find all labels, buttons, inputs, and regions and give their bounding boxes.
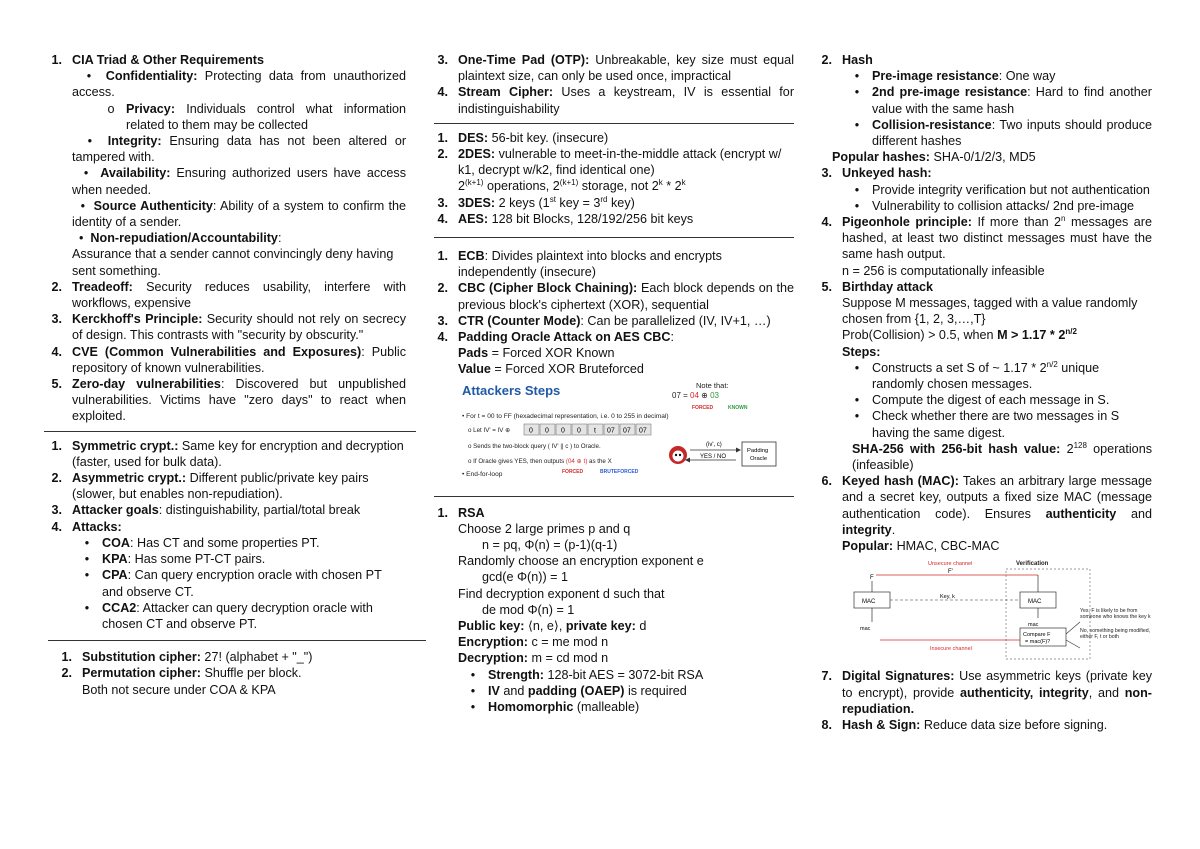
svg-text:mac: mac (860, 626, 871, 633)
section-permutation: 2. Permutation cipher: Shuffle per block. (61, 666, 302, 681)
svg-text:07: 07 (623, 427, 631, 435)
svg-text:Oracle: Oracle (750, 455, 768, 462)
section-2des: 2. 2DES: vulnerable to meet-in-the-middle attack (encrypt w/ k1, decrypt w/k2, find identical one) $2^{(k+1)}$ operations, $2^{(k+1)}$ storage, not 2$^k$ * 2$^k$ (437, 147, 782, 194)
svg-text:07: 07 (639, 427, 647, 435)
section-otp: 3. One-Time Pad (OTP): Unbreakable, key size must equal plaintext size, can only be used once, impractical (437, 53, 794, 84)
svg-text:0: 0 (545, 427, 549, 435)
svg-text:mac: mac (1028, 622, 1039, 629)
attack-cpa: • CPA: Can query encryption oracle with chosen PT and observe CT. (84, 568, 382, 599)
svg-text:t: t (594, 427, 596, 435)
cia-nonrepudiation-text: Assurance that a sender cannot convincingly deny having sent something. (72, 247, 394, 278)
section-ecb: 1. ECB: Divides plaintext into blocks and encrypts independently (insecure) (437, 249, 722, 280)
attackers-steps-figure (460, 380, 780, 492)
svg-text:MAC: MAC (1028, 599, 1042, 606)
cia-confidentiality: • Confidentiality: Protecting data from unauthorized access. (72, 69, 407, 100)
column-3 (818, 52, 1152, 733)
attack-cca2: • CCA2: Attacker can query decryption oracle with chosen CT and observe PT. (84, 600, 373, 631)
section-attacks: 4. Attacks: • COA: Has CT and some properties PT. • KPA: Has some PT-CT pairs. • CPA: Can query encryption oracle with chosen PT and observe CT. • CCA2: Attacker can query decryption oracle with chosen CT and observe PT. (48, 519, 406, 632)
column-1 (48, 52, 406, 698)
attacker-devil-icon (669, 446, 687, 464)
svg-text:Insecure channel: Insecure channel (930, 646, 972, 653)
cia-privacy: o Privacy: Individuals control what information related to them may be collected (107, 101, 406, 132)
svg-text:= mac(F)?: = mac(F)? (1025, 639, 1051, 646)
cia-source-authenticity: • Source Authenticity: Ability of a system to confirm the identity of a sender. (72, 198, 407, 230)
sha256-note: SHA-256 with 256-bit hash value: $2^{128}$ operations (infeasible) (852, 440, 1152, 473)
fig-note: Note that: (696, 380, 729, 390)
svg-text:F': F' (948, 569, 953, 576)
svg-text:o If Oracle gives YES, then ou: o If Oracle gives YES, then outputs (04 ⊕ t) as the X (468, 457, 612, 465)
no-note: No, something being modified, either F, t or both (1080, 628, 1151, 641)
attack-coa: • COA: Has CT and some properties PT. (84, 535, 320, 550)
section-kerckhoff: 3. Kerckhoff's Principle: Security should not rely on secrecy of design. This contrasts with "security by obscurity." (51, 312, 407, 343)
svg-text:0: 0 (577, 427, 581, 435)
svg-text:o Let IV' = IV ⊕: o Let IV' = IV ⊕ (468, 426, 511, 434)
section-attacker-goals: 3. Attacker goals: distinguishability, partial/total break (51, 503, 361, 518)
svg-text:07: 07 (607, 427, 615, 435)
section-3des: 3. 3DES: 2 keys (1st key = 3rd key) (437, 194, 635, 210)
section-mac: 6. Keyed hash (MAC): Takes an arbitrary large message and a secret key, outputs a fixed size MAC (message authentication code). Ensures authenticity and integrity. Popular: HMAC, CBC-MAC (821, 474, 1152, 554)
cia-integrity: • Integrity: Ensuring data has not been altered or tampered with. (72, 134, 407, 165)
section-hash: 2. Hash • Pre-image resistance: One way • 2nd pre-image resistance: Hard to find another value with the same hash • Collision-resistance: Two inputs should produce different hashes (821, 53, 1152, 149)
section-tradeoff: 2. Treadeoff: Security reduces usability, interfere with workflows, expensive (51, 279, 406, 311)
section-des: 1. DES: 56-bit key. (insecure) (437, 130, 609, 145)
svg-text:MAC: MAC (862, 599, 876, 606)
svg-text:KNOWN: KNOWN (728, 404, 748, 411)
section-cbc: 2. CBC (Cipher Block Chaining): Each block depends on the previous block's ciphertext (XOR), sequential (437, 281, 794, 312)
divider (48, 640, 426, 641)
section-stream: 4. Stream Cipher: Uses a keystream, IV is essential for indistinguishability (437, 85, 795, 116)
cia-title: CIA Triad & Other Requirements (72, 53, 264, 67)
section-asymmetric: 2. Asymmetric crypt.: Different public/private key pairs (slower, but enables non-repudiation). (51, 471, 369, 502)
svg-text:Unsecure channel: Unsecure channel (928, 561, 973, 568)
divider (434, 496, 794, 497)
section-aes: 4. AES: 128 bit Blocks, 128/192/256 bit keys (437, 211, 694, 226)
section-birthday: 5. Birthday attack Suppose M messages, tagged with a value randomly chosen from {1, 2, 3,…,T} Prob(Collision) > 0.5, when $M > 1.17 * 2^{n/2}$ Steps: • Constructs a set S of ~ $1.17 * 2^{n/2}$ unique randomly chosen messages. • Compute the digest of each message in S. • Check whether there are two messages in S having the same digest. (821, 279, 1138, 440)
section-digital-signatures: 7. Digital Signatures: Use asymmetric keys (private key to encrypt), provide authenticity, integrity, and non-repudiation. (821, 669, 1153, 716)
section-zero-day: 5. Zero-day vulnerabilities: Discovered but unpublished vulnerabilities. Victims have "zero days" to react when exploited. (51, 377, 407, 424)
svg-text:• End-for-loop: • End-for-loop (462, 470, 503, 478)
divider (434, 123, 794, 124)
section-substitution: 1. Substitution cipher: 27! (alphabet + "_") (61, 650, 313, 665)
svg-text:BRUTEFORCED: BRUTEFORCED (600, 468, 639, 475)
section-number: 1. (51, 53, 62, 67)
fig-line1: • For t = 00 to FF (hexadecimal representation, i.e. 0 to 255 in decimal) (462, 412, 669, 420)
section-pigeonhole: 4. Pigeonhole principle: If more than 2$^n$ messages are hashed, at least two distinct messages must have the same hash output. n = 256 is computationally infeasible (821, 213, 1153, 278)
svg-text:o Sends the two-block query (: o Sends the two-block query ( IV' || c ) to Oracle. (468, 442, 601, 450)
cipher-note: Both not secure under COA & KPA (82, 682, 276, 697)
svg-text:F: F (870, 575, 874, 582)
fig-title: Attackers Steps (462, 382, 561, 398)
padding-oracle-box (742, 442, 776, 466)
divider (44, 431, 416, 432)
svg-text:Verification: Verification (1016, 561, 1049, 568)
svg-text:Padding: Padding (747, 447, 769, 454)
section-unkeyed: 3. Unkeyed hash: • Provide integrity verification but not authentication • Vulnerability to collision attacks/ 2nd pre-image (821, 166, 1150, 213)
attacks-title: Attacks: (72, 519, 122, 534)
cia-availability: • Availability: Ensuring authorized users have access when needed. (72, 166, 407, 197)
section-cve: 4. CVE (Common Vulnerabilities and Exposures): Public repository of known vulnerabilities. (51, 344, 406, 375)
svg-text:0: 0 (529, 427, 533, 435)
iv-cells (524, 424, 651, 435)
svg-text:Compare F: Compare F (1023, 632, 1051, 639)
section-hash-and-sign: 8. Hash & Sign: Reduce data size before signing. (821, 717, 1108, 732)
section-padding-oracle: 4. Padding Oracle Attack on AES CBC: Pads = Forced XOR Known Value = Forced XOR Bruteforced (437, 330, 675, 377)
mac-verification-diagram (818, 556, 1152, 664)
yes-note: Yes, F is likely to be from someone who knows the key k (1080, 608, 1151, 621)
svg-text:(iv', c): (iv', c) (706, 441, 722, 448)
attack-kpa: • KPA: Has some PT-CT pairs. (84, 552, 266, 567)
section-cia (48, 52, 406, 279)
svg-text:Key, k: Key, k (940, 594, 955, 601)
section-symmetric: 1. Symmetric crypt.: Same key for encryption and decryption (faster, used for bulk data). (51, 438, 404, 469)
cia-nonrepudiation: • Non-repudiation/Accountability: (79, 231, 282, 246)
column-2 (434, 52, 794, 715)
section-ctr: 3. CTR (Counter Mode): Can be parallelized (IV, IV+1, …) (437, 313, 771, 328)
svg-text:07 = 04 ⊕ 03: 07 = 04 ⊕ 03 (672, 390, 719, 400)
divider (434, 237, 794, 238)
svg-text:FORCED: FORCED (562, 468, 584, 475)
popular-hashes: Popular hashes: SHA-0/1/2/3, MD5 (832, 150, 1036, 165)
svg-text:0: 0 (561, 427, 565, 435)
section-rsa: 1. RSA Choose 2 large primes p and q n = pq, Φ(n) = (p-1)(q-1) Randomly choose an encryption exponent e gcd(e Φ(n)) = 1 Find decryption exponent d such that de mod Φ(n) = 1 Public key: ⟨n, e⟩, private key: d Encryption: c = me mod n Decryption: m = cd mod n • Strength: 128-bit AES = 3072-bit RSA • IV and padding (OAEP) is required • Homomorphic (malleable) (437, 505, 704, 715)
svg-text:YES / NO: YES / NO (700, 453, 727, 460)
svg-text:FORCED: FORCED (692, 404, 714, 411)
